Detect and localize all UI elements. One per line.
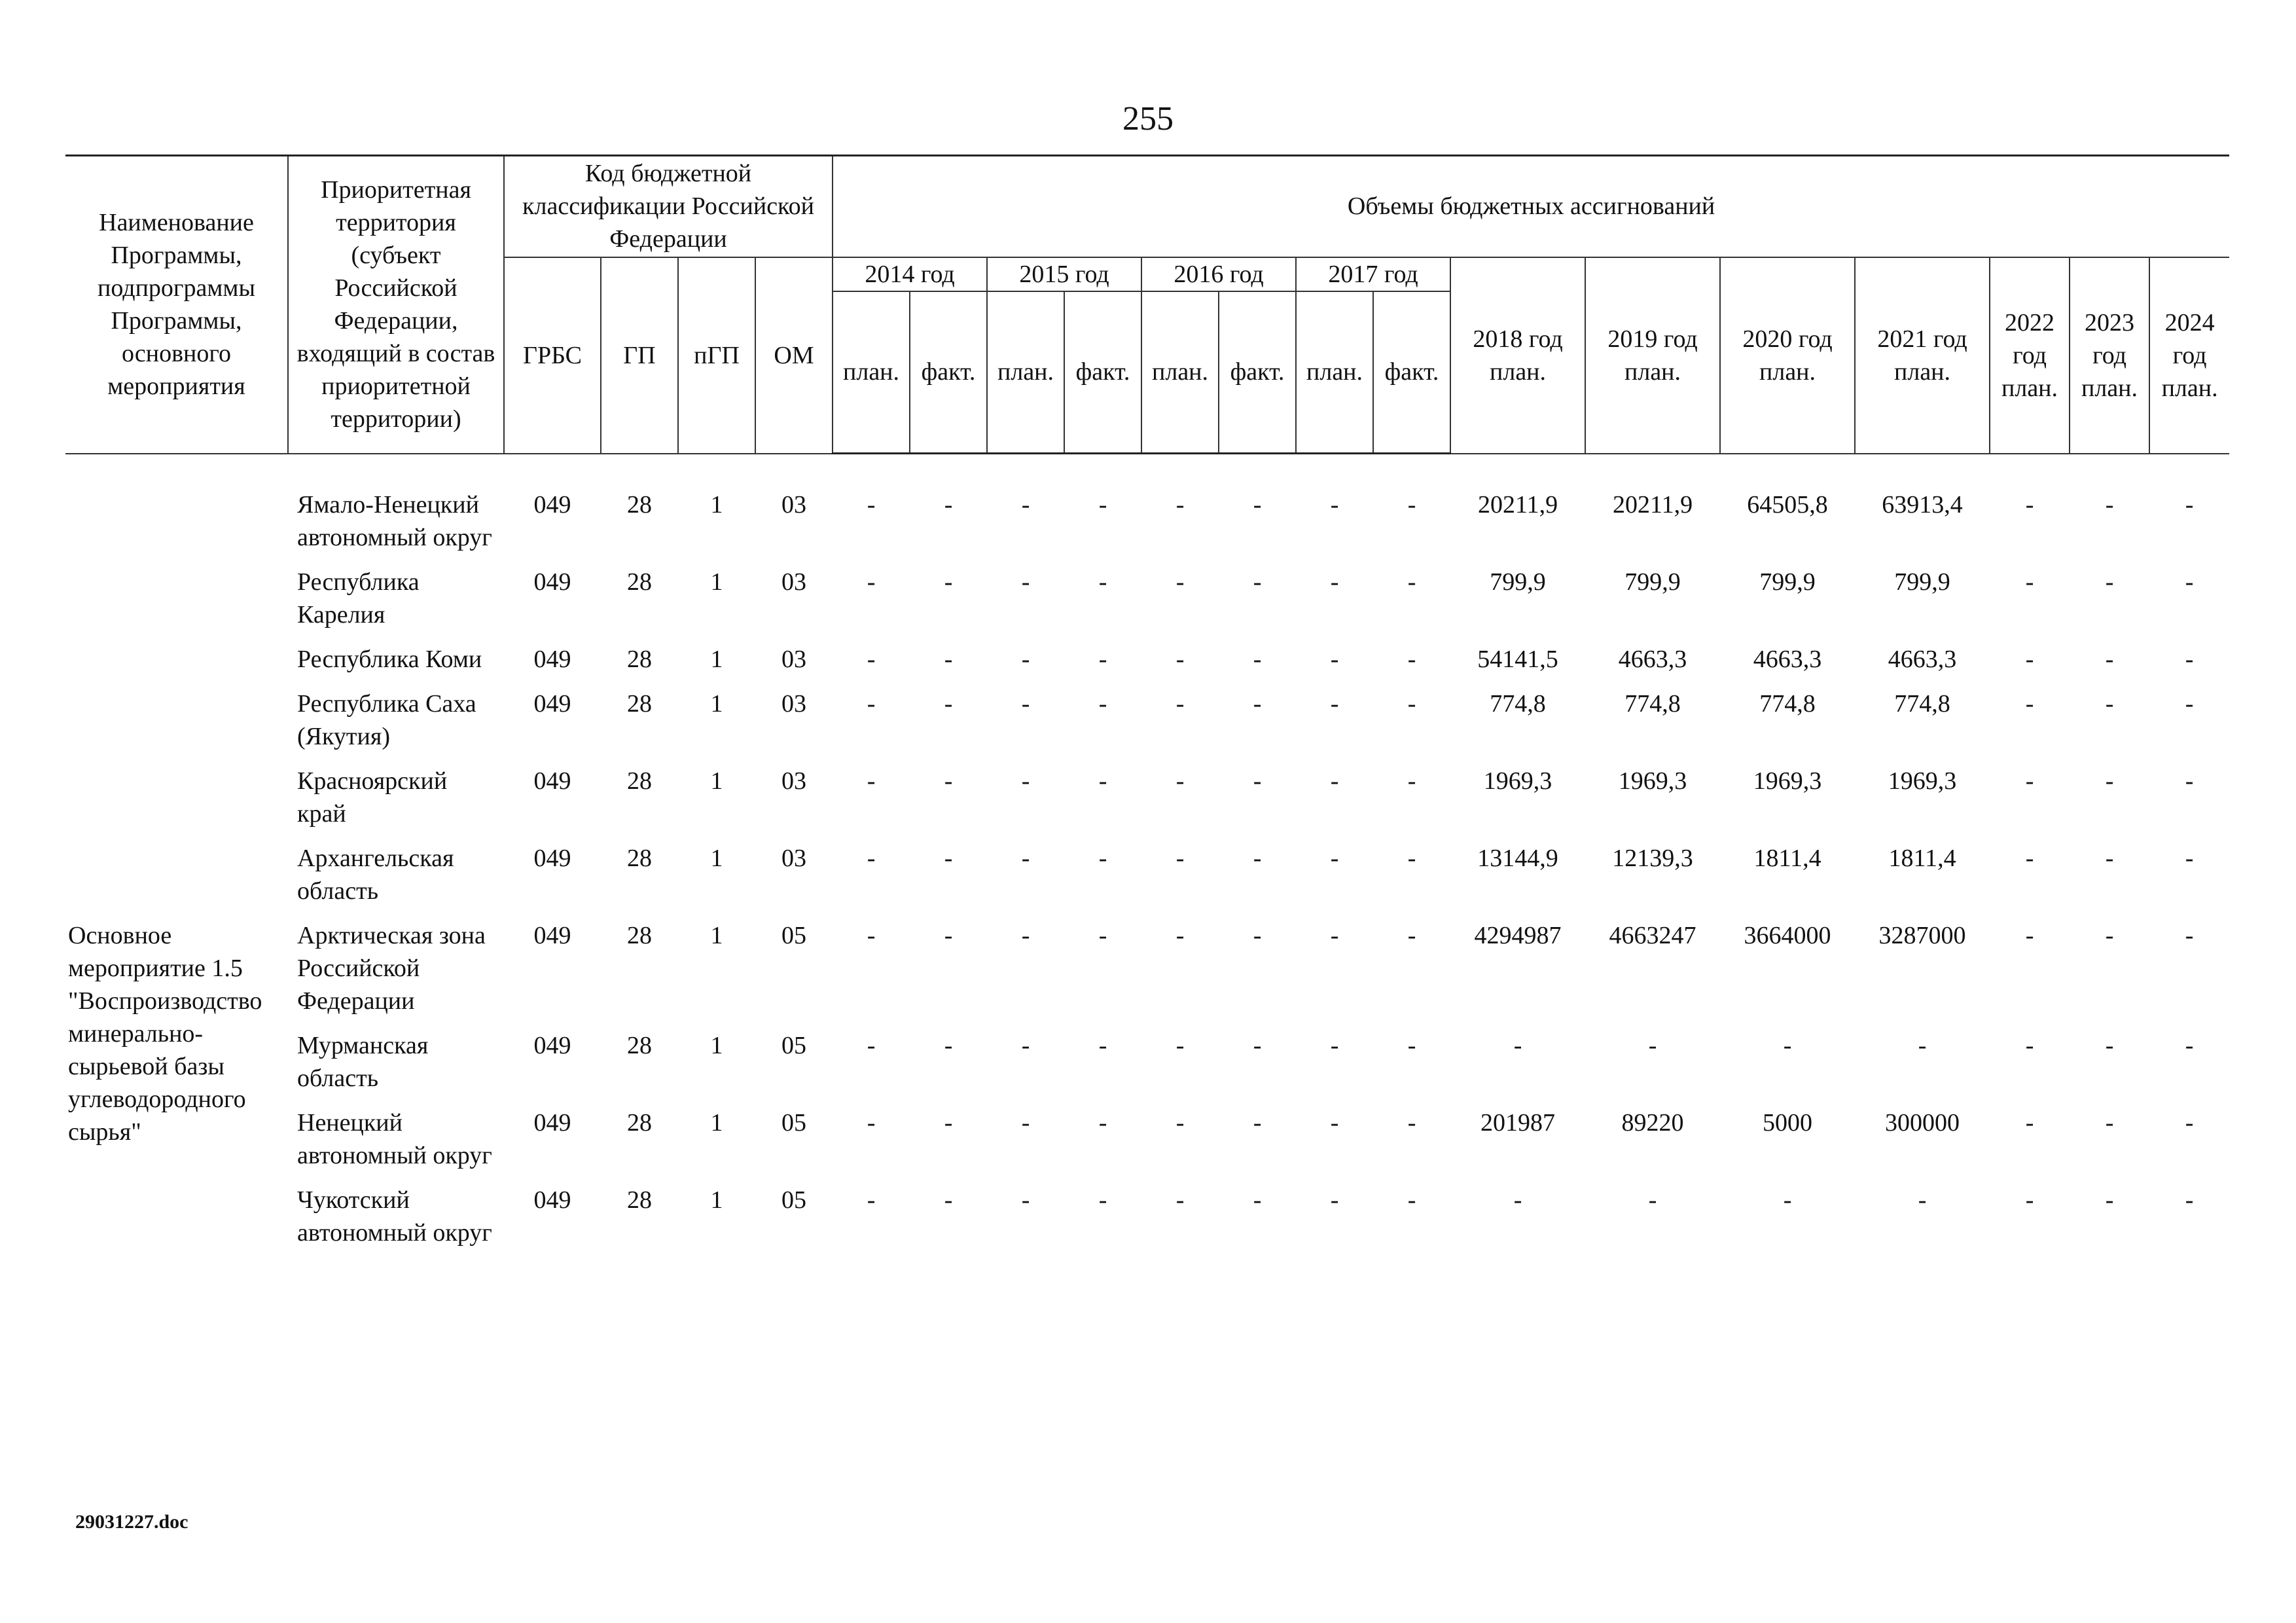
pgp-cell: 1 [710,921,723,949]
value-cell: - [2025,1108,2034,1137]
value-cell: - [1253,1031,1262,1059]
value-cell: - [1918,1031,1927,1059]
value-cell: - [2105,645,2114,673]
value-cell: - [1407,689,1416,718]
pgp-cell: 1 [710,767,723,795]
header-priority-territory: Приоритетная территория (субъект Российской Федерации, входящий в состав приоритетной территории) [288,156,504,454]
pgp-cell: 1 [710,1108,723,1137]
value-cell: - [1407,844,1416,872]
value-cell: - [1330,844,1339,872]
value-cell: 63913,4 [1882,490,1963,519]
value-cell: - [1098,568,1107,596]
om-cell: 03 [781,767,807,795]
value-cell: - [1330,689,1339,718]
value-cell: - [1407,568,1416,596]
value-cell: - [1330,491,1339,519]
table-row [65,566,2229,643]
value-cell: 1969,3 [1753,767,1822,795]
value-cell: - [1098,1186,1107,1214]
value-cell: - [944,689,953,718]
value-cell: - [944,1031,953,1059]
value-cell: 89220 [1621,1108,1684,1137]
value-cell: - [1021,921,1030,949]
program-name-cell: Основное мероприятие 1.5 "Воспроизводство минерально-сырьевой базы углеводородного сырья" [68,921,262,1146]
value-cell: - [2185,1108,2194,1137]
header-pgp: пГП [678,257,755,454]
value-cell: - [1783,1031,1792,1059]
om-cell: 03 [781,568,807,596]
gp-cell: 28 [627,921,652,949]
gp-cell: 28 [627,1031,652,1059]
header-year-2024: 2024 год план. [2149,257,2229,454]
value-cell: - [1648,1186,1657,1214]
value-cell: - [2025,490,2034,519]
gp-cell: 28 [627,645,652,673]
value-cell: 799,9 [1894,568,1950,596]
program-cell [65,765,288,842]
program-cell [65,687,288,765]
value-cell: - [2105,1031,2114,1059]
header-grbs: ГРБС [504,257,601,454]
value-cell: - [1253,491,1262,519]
value-cell: - [1330,1031,1339,1059]
value-cell: 774,8 [1490,689,1546,718]
value-cell: - [1407,767,1416,795]
territory-cell: Чукотский автономный округ [297,1186,492,1247]
header-fact: факт. [1219,291,1296,454]
value-cell: - [1175,645,1185,673]
header-plan: план. [1141,291,1219,454]
value-cell: - [1175,1031,1185,1059]
value-cell: 799,9 [1759,568,1816,596]
territory-cell: Арктическая зона Российской Федерации [297,921,486,1015]
value-cell: - [2105,1108,2114,1137]
value-cell: - [1021,491,1030,519]
territory-cell: Ямало-Ненецкий автономный округ [297,490,492,551]
om-cell: 03 [781,645,807,673]
territory-cell: Архангельская область [297,844,454,905]
page-number: 255 [1122,100,1174,137]
value-cell: - [1253,645,1262,673]
program-cell [65,566,288,643]
pgp-cell: 1 [710,568,723,596]
grbs-cell: 049 [533,767,571,795]
value-cell: - [2105,1186,2114,1214]
value-cell: 1969,3 [1483,767,1552,795]
value-cell: 1969,3 [1618,767,1687,795]
header-year-2019: 2019 год план. [1585,257,1720,454]
gp-cell: 28 [627,689,652,718]
value-cell: - [1098,844,1107,872]
value-cell: 1811,4 [1753,844,1821,872]
header-year-2017: 2017 год [1296,257,1450,291]
value-cell: - [1021,568,1030,596]
table-row [65,919,2229,1029]
territory-cell: Республика Карелия [297,568,420,629]
value-cell: - [1098,767,1107,795]
grbs-cell: 049 [533,1108,571,1137]
value-cell: - [1330,645,1339,673]
value-cell: 4663,3 [1888,645,1957,673]
value-cell: - [1330,568,1339,596]
table-row [65,643,2229,687]
value-cell: 20211,9 [1612,490,1693,519]
value-cell: - [1021,767,1030,795]
header-plan: план. [987,291,1064,454]
value-cell: - [2185,1186,2194,1214]
value-cell: - [2025,645,2034,673]
value-cell: - [2105,767,2114,795]
header-year-2022: 2022 год план. [1990,257,2070,454]
header-plan: план. [833,291,910,454]
value-cell: - [867,491,876,519]
value-cell: - [1513,1186,1522,1214]
pgp-cell: 1 [710,689,723,718]
value-cell: - [1021,1186,1030,1214]
value-cell: - [1175,491,1185,519]
gp-cell: 28 [627,767,652,795]
value-cell: 12139,3 [1612,844,1693,872]
value-cell: - [944,645,953,673]
value-cell: 20211,9 [1477,490,1558,519]
grbs-cell: 049 [533,1031,571,1059]
value-cell: - [867,844,876,872]
value-cell: - [2105,568,2114,596]
value-cell: - [944,844,953,872]
value-cell: - [1330,1186,1339,1214]
territory-cell: Республика Коми [297,645,482,673]
value-cell: 3287000 [1878,921,1966,949]
value-cell: - [1253,1108,1262,1137]
value-cell: - [1253,844,1262,872]
om-cell: 05 [781,921,807,949]
header-year-2021: 2021 год план. [1855,257,1990,454]
value-cell: - [2025,689,2034,718]
value-cell: - [1021,844,1030,872]
header-budget-code-group: Код бюджетной классификации Российской Федерации [504,156,833,257]
table-row [65,765,2229,842]
value-cell: - [1253,921,1262,949]
value-cell: - [2025,1186,2034,1214]
grbs-cell: 049 [533,568,571,596]
value-cell: - [1175,767,1185,795]
header-year-2016: 2016 год [1141,257,1296,291]
om-cell: 05 [781,1108,807,1137]
value-cell: 799,9 [1624,568,1681,596]
value-cell: 13144,9 [1477,844,1558,872]
value-cell: 3664000 [1744,921,1831,949]
gp-cell: 28 [627,1108,652,1137]
value-cell: - [2105,921,2114,949]
value-cell: - [1098,1108,1107,1137]
value-cell: - [2105,490,2114,519]
value-cell: 774,8 [1894,689,1950,718]
value-cell: 5000 [1763,1108,1813,1137]
grbs-cell: 049 [533,689,571,718]
om-cell: 05 [781,1186,807,1214]
value-cell: - [1330,921,1339,949]
gp-cell: 28 [627,490,652,519]
value-cell: - [944,491,953,519]
program-cell [65,454,288,566]
budget-allocations-table [65,155,2229,1261]
value-cell: - [944,1186,953,1214]
value-cell: - [1021,645,1030,673]
value-cell: 1811,4 [1888,844,1956,872]
pgp-cell: 1 [710,1186,723,1214]
value-cell: - [867,767,876,795]
table-row [65,842,2229,919]
value-cell: - [2025,921,2034,949]
header-year-2020: 2020 год план. [1720,257,1855,454]
gp-cell: 28 [627,844,652,872]
om-cell: 03 [781,689,807,718]
value-cell: - [2185,921,2194,949]
grbs-cell: 049 [533,844,571,872]
value-cell: - [1098,689,1107,718]
header-year-2015: 2015 год [987,257,1141,291]
header-plan: план. [1296,291,1373,454]
program-cell [65,643,288,687]
table-row [65,1106,2229,1184]
value-cell: - [867,1108,876,1137]
om-cell: 03 [781,844,807,872]
value-cell: - [1407,1108,1416,1137]
value-cell: - [1253,689,1262,718]
value-cell: - [2185,645,2194,673]
value-cell: - [1175,921,1185,949]
territory-cell: Мурманская область [297,1031,429,1092]
value-cell: 201987 [1480,1108,1556,1137]
value-cell: - [1407,491,1416,519]
value-cell: - [1407,645,1416,673]
value-cell: - [1175,689,1185,718]
header-gp: ГП [601,257,678,454]
om-cell: 05 [781,1031,807,1059]
value-cell: 54141,5 [1477,645,1558,673]
value-cell: 774,8 [1759,689,1816,718]
value-cell: 4294987 [1474,921,1562,949]
value-cell: - [944,767,953,795]
table-row [65,1184,2229,1261]
value-cell: - [1918,1186,1927,1214]
value-cell: - [2185,689,2194,718]
value-cell: - [2025,568,2034,596]
header-fact: факт. [910,291,987,454]
grbs-cell: 049 [533,921,571,949]
table-body [65,454,2229,1261]
header-om: ОМ [755,257,833,454]
om-cell: 03 [781,490,807,519]
value-cell: - [1021,1108,1030,1137]
header-volumes-group: Объемы бюджетных ассигнований [833,156,2229,257]
pgp-cell: 1 [710,490,723,519]
value-cell: - [1783,1186,1792,1214]
value-cell: 300000 [1885,1108,1960,1137]
value-cell: - [944,1108,953,1137]
value-cell: 774,8 [1624,689,1681,718]
value-cell: - [1098,491,1107,519]
value-cell: - [1407,1031,1416,1059]
value-cell: 799,9 [1490,568,1546,596]
value-cell: - [1175,1108,1185,1137]
value-cell: 1969,3 [1888,767,1957,795]
value-cell: - [1098,921,1107,949]
program-cell [65,842,288,919]
territory-cell: Ненецкий автономный округ [297,1108,492,1169]
value-cell: 4663247 [1609,921,1696,949]
value-cell: - [867,645,876,673]
value-cell: - [2185,767,2194,795]
value-cell: - [1407,921,1416,949]
value-cell: - [1021,689,1030,718]
grbs-cell: 049 [533,1186,571,1214]
table-row [65,1029,2229,1106]
gp-cell: 28 [627,568,652,596]
value-cell: - [1175,568,1185,596]
header-year-2018: 2018 год план. [1450,257,1585,454]
value-cell: - [1253,767,1262,795]
territory-cell: Красноярский край [297,767,448,828]
value-cell: 4663,3 [1618,645,1687,673]
header-fact: факт. [1373,291,1450,454]
value-cell: - [1175,844,1185,872]
value-cell: - [1407,1186,1416,1214]
value-cell: - [2185,490,2194,519]
pgp-cell: 1 [710,1031,723,1059]
value-cell: - [2025,1031,2034,1059]
value-cell: - [1175,1186,1185,1214]
value-cell: - [2025,767,2034,795]
value-cell: - [944,568,953,596]
value-cell: - [1253,568,1262,596]
value-cell: - [1330,767,1339,795]
value-cell: - [1253,1186,1262,1214]
value-cell: - [1330,1108,1339,1137]
value-cell: - [2185,1031,2194,1059]
value-cell: - [2185,844,2194,872]
value-cell: - [867,1031,876,1059]
value-cell: - [2025,844,2034,872]
territory-cell: Республика Саха (Якутия) [297,689,476,750]
header-fact: факт. [1064,291,1141,454]
value-cell: 4663,3 [1753,645,1822,673]
value-cell: - [1513,1031,1522,1059]
value-cell: 64505,8 [1747,490,1828,519]
value-cell: - [867,921,876,949]
grbs-cell: 049 [533,490,571,519]
value-cell: - [2105,689,2114,718]
value-cell: - [867,1186,876,1214]
header-program-name: Наименование Программы, подпрограммы Программы, основного мероприятия [65,156,288,454]
value-cell: - [944,921,953,949]
pgp-cell: 1 [710,645,723,673]
grbs-cell: 049 [533,645,571,673]
value-cell: - [1648,1031,1657,1059]
header-year-2023: 2023 год план. [2070,257,2149,454]
footer-doc-name: 29031227.doc [75,1511,188,1533]
value-cell: - [1098,1031,1107,1059]
value-cell: - [1021,1031,1030,1059]
value-cell: - [867,689,876,718]
value-cell: - [2105,844,2114,872]
header-year-2014: 2014 год [833,257,987,291]
value-cell: - [1098,645,1107,673]
value-cell: - [867,568,876,596]
table-row [65,454,2229,566]
gp-cell: 28 [627,1186,652,1214]
value-cell: - [2185,568,2194,596]
pgp-cell: 1 [710,844,723,872]
table-row [65,687,2229,765]
table-header [65,156,2229,454]
